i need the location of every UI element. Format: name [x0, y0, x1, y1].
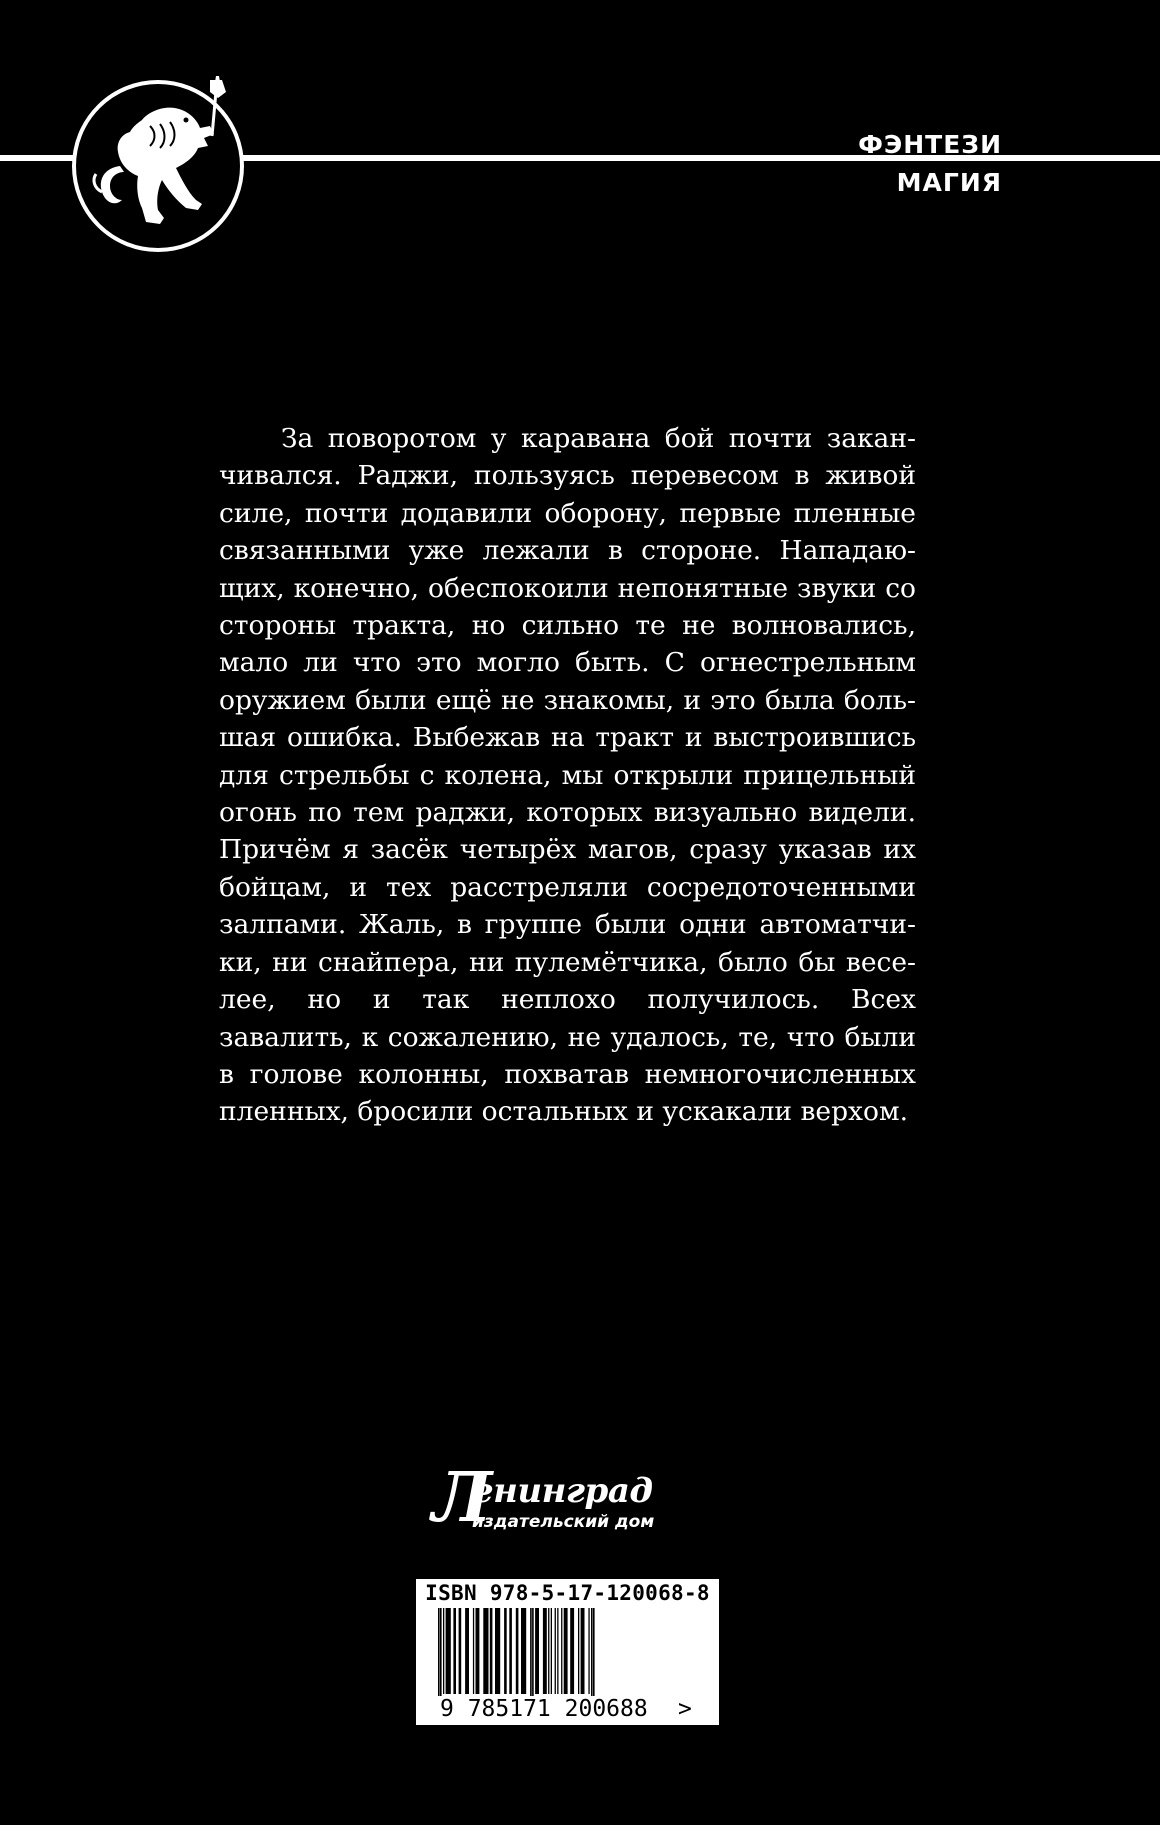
barcode-bar: [504, 1608, 507, 1694]
barcode-bar: [465, 1608, 469, 1694]
publisher-logo-name: енинград: [472, 1471, 653, 1511]
isbn-barcode: [416, 1579, 719, 1725]
barcode-bar: [509, 1608, 512, 1694]
barcode-bar: [543, 1608, 547, 1694]
barcode-bar: [588, 1608, 589, 1694]
barcode-bar: [555, 1608, 556, 1694]
barcode-bar: [578, 1608, 579, 1694]
book-annotation: За поворотом у каравана бой почти заканчивался. Раджи, пользуясь перевесом в живой силе, почти додавили оборону, первые пленные связанными уже лежали в стороне. Нападающих, конечно, обеспокоили непонятные звуки со стороны тракта, но сильно те не волновались, мало ли что это могло быть. С огнестрельным оружием были ещё не знакомы, и это была большая ошибка. Выбежав на тракт и выстроившись для стрельбы с колена, мы открыли прицельный огонь по тем раджи, которых визуально видели. Причём я засёк четырёх магов, сразу указав их бойцам, и тех расстреляли сосредоточенными залпами. Жаль, в группе были одни автоматчики, ни снайпера, ни пулемётчика, было бы веселее, но и так неплохо получилось. Всех завалить, к сожалению, не удалось, те, что были в голове колонны, похватав немногочисленных пленных, бросили остальных и ускакали верхом.: [219, 423, 916, 1128]
barcode-bar: [516, 1608, 519, 1694]
barcode-bar: [473, 1608, 474, 1694]
barcode-guard-bar: [593, 1608, 595, 1708]
isbn-number: ISBN 978-5-17-120068-8: [425, 1581, 710, 1605]
barcode-guard-bar: [591, 1608, 593, 1708]
genre-label: ФЭНТЕЗИ: [858, 130, 1002, 159]
barcode-bar: [476, 1608, 480, 1694]
lion-with-axe-emblem-icon: [72, 76, 244, 252]
quiet-zone-mark: >: [678, 1696, 692, 1722]
barcode-bar: [490, 1608, 493, 1694]
barcode-bar: [495, 1608, 500, 1694]
barcode-bar: [521, 1608, 526, 1694]
ean-digits: 9 785171 200688: [440, 1696, 648, 1722]
publisher-logo-initial: Л: [432, 1458, 493, 1538]
barcode-bar: [557, 1608, 558, 1694]
barcode-guard-bar: [532, 1608, 534, 1708]
barcode-guard-bar: [440, 1608, 442, 1708]
barcode-bar: [453, 1608, 456, 1694]
barcode-bar: [535, 1608, 539, 1694]
barcode-guard-bar: [530, 1608, 532, 1708]
barcode-bar: [570, 1608, 574, 1694]
barcode-bar: [561, 1608, 562, 1694]
barcode-bars: [436, 1608, 696, 1708]
barcode-bar: [459, 1608, 462, 1694]
publisher-logo-subtitle: издательский дом: [472, 1512, 655, 1532]
barcode-bar: [446, 1608, 451, 1694]
barcode-bar: [548, 1608, 549, 1694]
barcode-guard-bar: [438, 1608, 440, 1708]
genre-label: МАГИЯ: [896, 168, 1002, 197]
barcode-bar: [564, 1608, 568, 1694]
publisher-logo: [432, 1458, 712, 1538]
barcode-bar: [581, 1608, 585, 1694]
barcode-bar: [551, 1608, 552, 1694]
barcode-bar: [443, 1608, 444, 1694]
genre-labels: [858, 126, 1002, 202]
barcode-bar: [483, 1608, 488, 1694]
